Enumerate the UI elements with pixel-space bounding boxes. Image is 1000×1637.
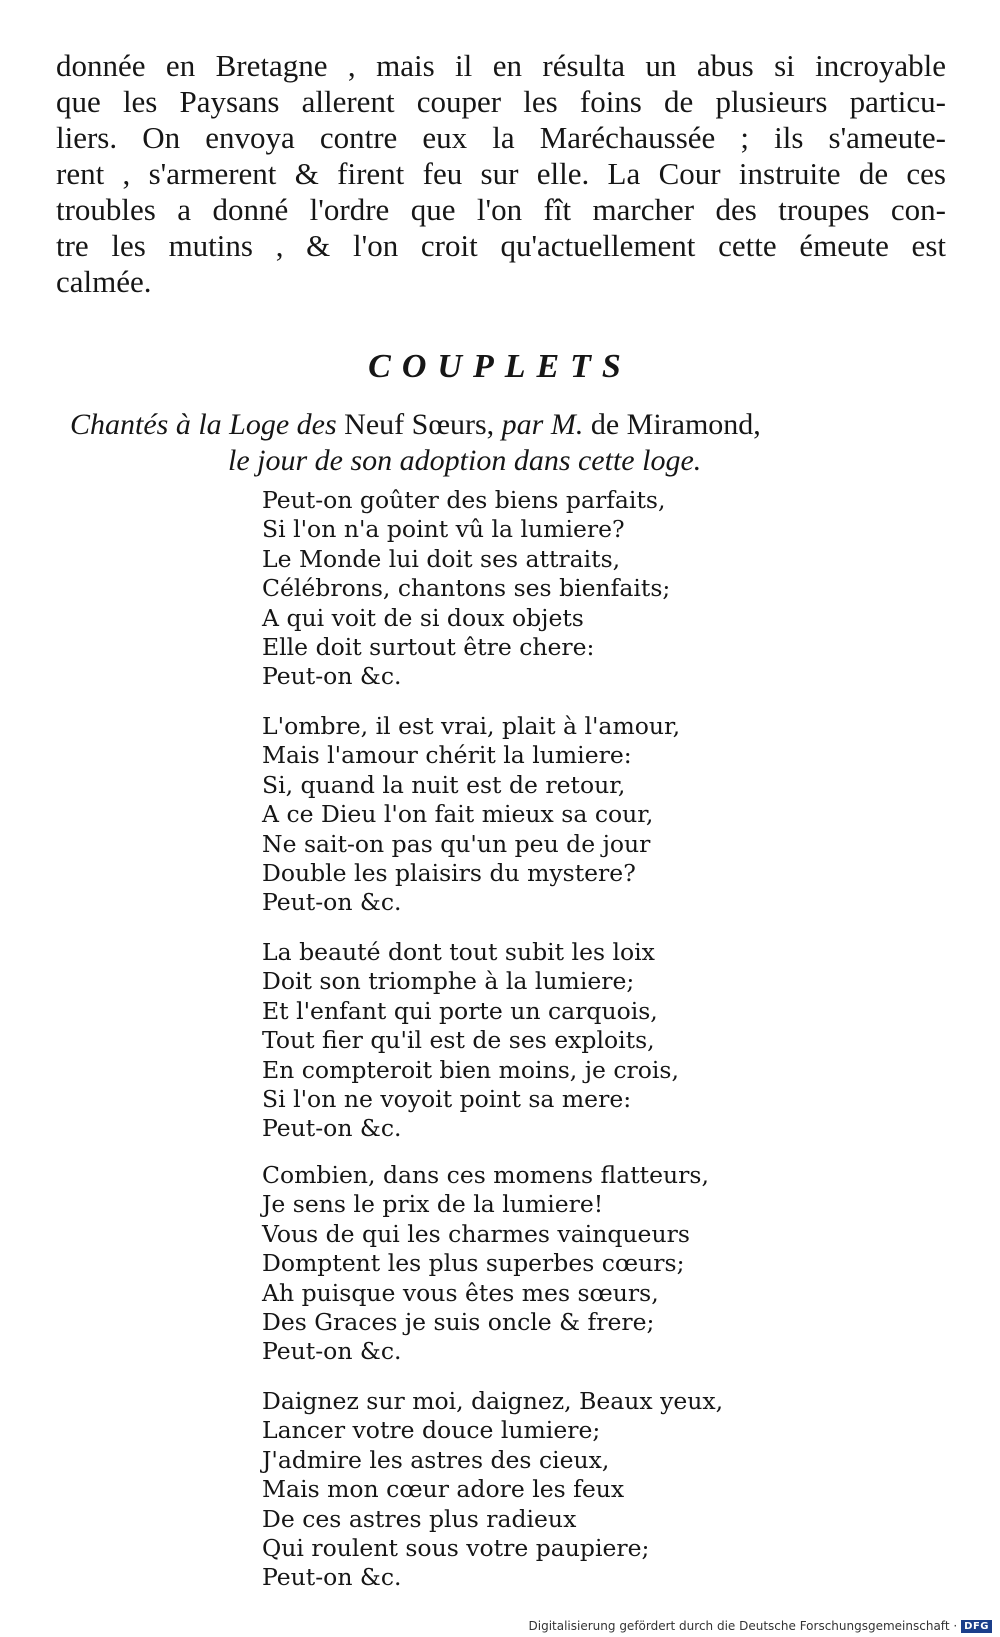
verse-line: Des Graces je suis oncle & frere;	[262, 1308, 655, 1337]
verse-line: Le Monde lui doit ses attraits,	[262, 544, 621, 573]
verse-line: Doit son triomphe à la lumiere;	[262, 967, 635, 996]
verse-line: Mais mon cœur adore les feux	[262, 1475, 625, 1504]
verse-line: Ne sait-on pas qu'un peu de jour	[262, 829, 651, 858]
verse-line: Double les plaisirs du mystere?	[262, 859, 636, 888]
verse-line: Ah puisque vous êtes mes sœurs,	[262, 1278, 659, 1307]
verse-line: Qui roulent sous votre paupiere;	[262, 1534, 650, 1563]
stanza-3	[262, 938, 962, 1144]
verse-line: Lancer votre douce lumiere;	[262, 1416, 601, 1445]
prose-line: rent , s'armerent & firent feu sur elle. La Cour instruite de ces	[56, 156, 946, 191]
verse-line: Domptent les plus superbes cœurs;	[262, 1249, 685, 1278]
verse-line: Elle doit surtout être chere:	[262, 633, 595, 662]
digitization-footer	[529, 1619, 992, 1633]
verse-line: La beauté dont tout subit les loix	[262, 938, 655, 966]
verse-line: Peut-on &c.	[262, 662, 402, 691]
prose-line: troubles a donné l'ordre que l'on fît marcher des troupes con-	[56, 192, 946, 227]
verse-line: A qui voit de si doux objets	[262, 603, 584, 632]
stanza-1	[262, 486, 962, 692]
prose-line: liers. On envoya contre eux la Maréchaussée ; ils s'ameute-	[56, 120, 946, 155]
subtitle-line-2: le jour de son adoption dans cette loge.	[228, 444, 702, 477]
verse-line: Mais l'amour chérit la lumiere:	[262, 741, 632, 770]
footer-credit-text: Digitalisierung gefördert durch die Deutsche Forschungsgemeinschaft ·	[528, 1619, 958, 1633]
verse-line: Combien, dans ces momens flatteurs,	[262, 1161, 709, 1189]
subtitle-line-1	[70, 407, 950, 443]
verse-line: L'ombre, il est vrai, plait à l'amour,	[262, 712, 681, 740]
subtitle-part: Neuf Sœurs,	[344, 408, 495, 441]
stanza-5	[262, 1387, 962, 1593]
verse-line: Et l'enfant qui porte un carquois,	[262, 996, 658, 1025]
subtitle-part: Chantés à la Loge des	[70, 408, 337, 441]
verse-line: Peut-on &c.	[262, 1337, 402, 1366]
verse-line: En compteroit bien moins, je crois,	[262, 1055, 679, 1084]
verse-line: Peut-on &c.	[262, 1114, 402, 1143]
prose-paragraph	[56, 48, 946, 300]
verse-line: Si l'on ne voyoit point sa mere:	[262, 1085, 632, 1114]
verse-line: Daignez sur moi, daignez, Beaux yeux,	[262, 1387, 724, 1415]
verse-line: De ces astres plus radieux	[262, 1504, 577, 1533]
section-heading: COUPLETS	[368, 348, 632, 385]
verse-line: Célébrons, chantons ses bienfaits;	[262, 574, 671, 603]
verse-line: Tout fier qu'il est de ses exploits,	[262, 1026, 655, 1055]
prose-line: donnée en Bretagne , mais il en résulta un abus si incroyable	[56, 48, 946, 83]
prose-line: que les Paysans allerent couper les foins de plusieurs particu-	[56, 84, 946, 119]
verse-line: Vous de qui les charmes vainqueurs	[262, 1219, 690, 1248]
verse-line: Je sens le prix de la lumiere!	[262, 1190, 604, 1219]
verse-line: Si l'on n'a point vû la lumiere?	[262, 515, 625, 544]
prose-line: tre les mutins , & l'on croit qu'actuellement cette émeute est	[56, 228, 946, 263]
verse-line: Si, quand la nuit est de retour,	[262, 770, 626, 799]
verse-line: Peut-on &c.	[262, 1563, 402, 1592]
stanza-2	[262, 712, 962, 918]
prose-line: calmée.	[56, 264, 152, 299]
verse-line: Peut-on goûter des biens parfaits,	[262, 486, 666, 514]
verse-line: A ce Dieu l'on fait mieux sa cour,	[262, 800, 654, 829]
dfg-logo: DFG	[961, 1620, 992, 1633]
verse-line: Peut-on &c.	[262, 888, 402, 917]
verse-line: J'admire les astres des cieux,	[262, 1445, 610, 1474]
subtitle-part: de Miramond,	[590, 408, 761, 441]
subtitle-part: par M.	[501, 408, 584, 441]
stanza-4	[262, 1161, 962, 1367]
